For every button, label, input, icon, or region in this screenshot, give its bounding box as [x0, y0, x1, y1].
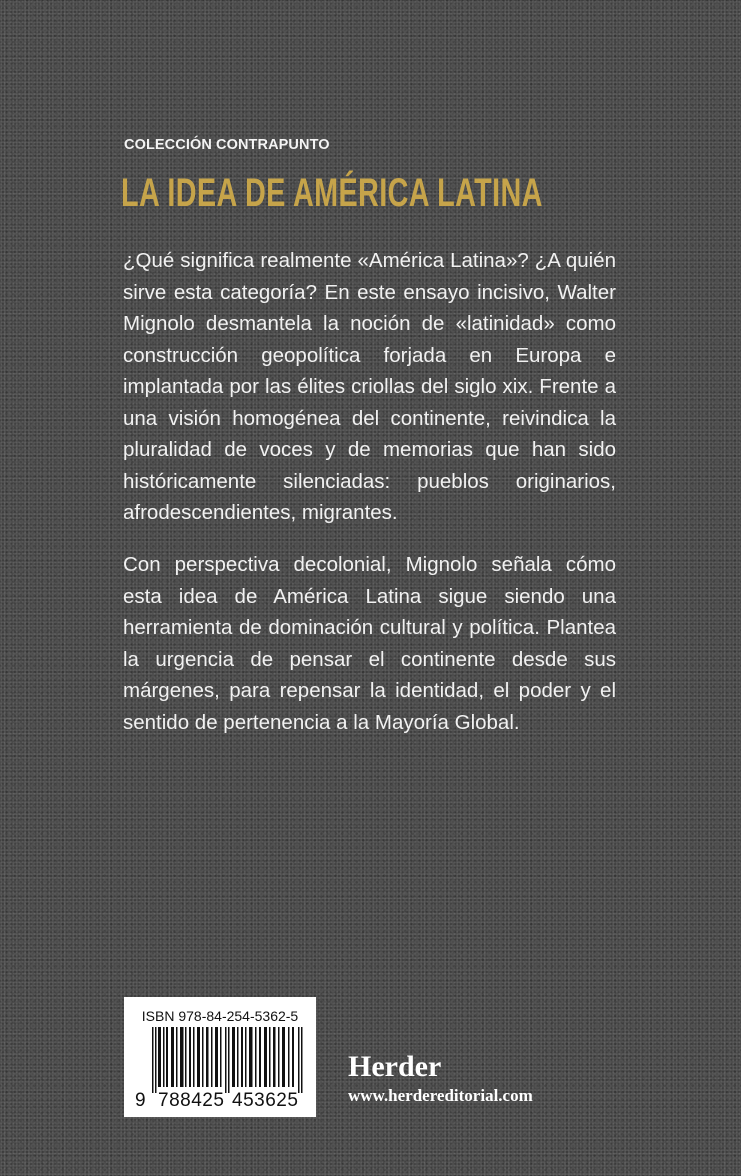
barcode-digit-first: 9 [135, 1090, 146, 1111]
blurb-paragraph: ¿Qué significa realmente «América Latina»? ¿A quién sirve esta categoría? En este ensayo incisivo, Walter Mignolo desmantela la noción de «latinidad» como construcción geopolítica forjada en Europa e implantada por las élites criollas del siglo xix. Frente a una visión homogénea del continente, reivindica la pluralidad de voces y de memorias que han sido históricamente silenciadas: pueblos originarios, afrodescendientes, migrantes. [123, 249, 616, 524]
isbn-barcode [124, 997, 316, 1117]
book-title: LA IDEA DE AMÉRICA LATINA [121, 171, 543, 215]
publisher-logo: Herder [348, 1050, 442, 1083]
isbn-label: ISBN 978-84-254-5362-5 [141, 1008, 299, 1024]
barcode-digits-right: 453625 [232, 1090, 299, 1111]
publisher-website: www.herdereditorial.com [348, 1086, 533, 1105]
blurb-paragraph: Con perspectiva decolonial, Mignolo señala cómo esta idea de América Latina sigue siendo una herramienta de dominación cultural y política. Plantea la urgencia de pensar el continente desde sus márgenes, para repensar la identidad, el poder y el sentido de pertenencia a la Mayoría Global. [123, 553, 616, 734]
barcode-bars [152, 1027, 306, 1093]
barcode-digits-left: 788425 [158, 1090, 225, 1111]
series-name: COLECCIÓN CONTRAPUNTO [124, 137, 330, 153]
